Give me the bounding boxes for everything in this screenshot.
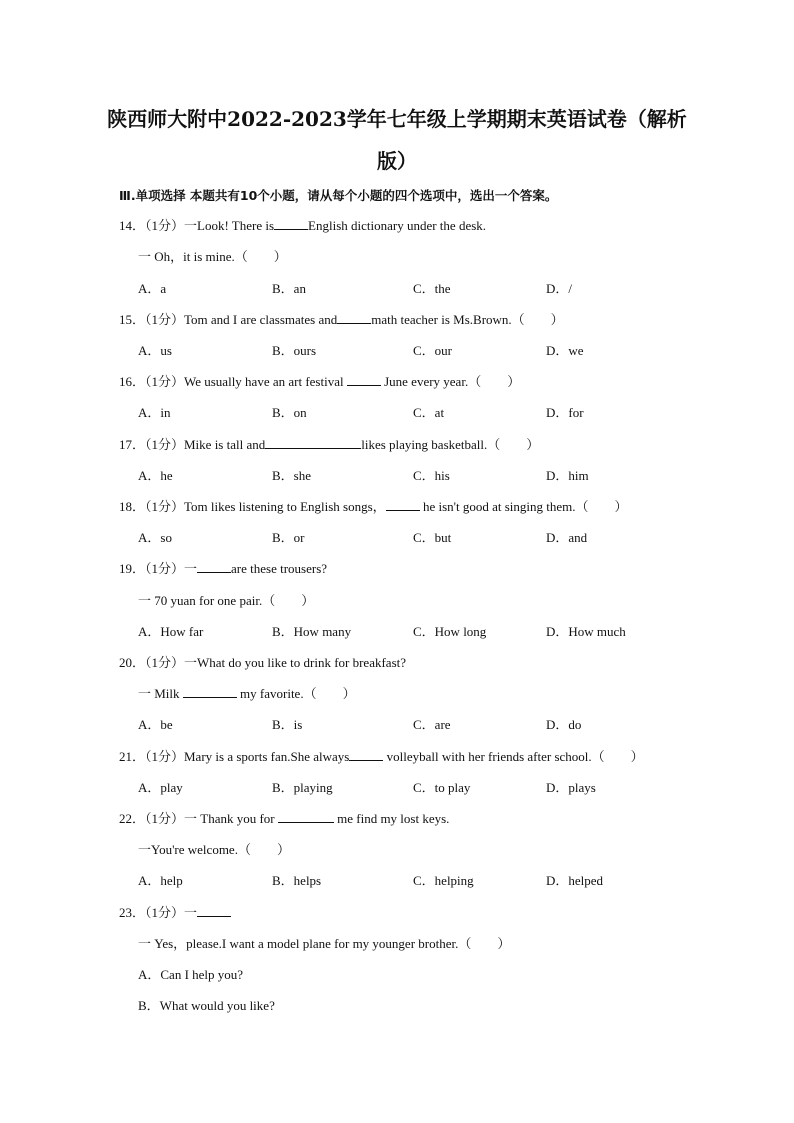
question-text: 22．（1分）一 Thank you for <box>119 811 275 826</box>
question-22-reply: 一You're welcome.（ ） <box>138 842 290 857</box>
question-text: my favorite.（ ） <box>240 686 356 701</box>
option-b[interactable]: B．an <box>272 281 306 296</box>
option-b[interactable]: B．What would you like? <box>138 998 275 1013</box>
option-a[interactable]: A．he <box>138 468 173 483</box>
question-15 <box>119 311 564 329</box>
question-14 <box>119 217 486 235</box>
question-text: 14．（1分）一Look! There is <box>119 218 275 233</box>
question-16 <box>119 373 520 391</box>
title-line-2: 版） <box>377 149 417 173</box>
option-b[interactable]: B．is <box>272 717 303 732</box>
option-d[interactable]: D．How much <box>546 624 626 639</box>
question-text: 一 Milk <box>138 686 180 701</box>
option-a[interactable]: A．How far <box>138 624 204 639</box>
question-14-reply: 一 Oh，it is mine.（ ） <box>138 249 287 264</box>
answer-blank <box>337 312 371 324</box>
answer-blank <box>278 811 334 823</box>
answer-blank <box>347 374 381 386</box>
question-text: 17．（1分）Mike is tall and <box>119 437 266 452</box>
question-19-reply: 一 70 yuan for one pair.（ ） <box>138 593 315 608</box>
option-d[interactable]: D．/ <box>546 281 573 296</box>
option-d[interactable]: D．helped <box>546 873 604 888</box>
option-d[interactable]: D．we <box>546 343 584 358</box>
option-d[interactable]: D．do <box>546 717 582 732</box>
option-c[interactable]: C．his <box>413 468 450 483</box>
option-b[interactable]: B．ours <box>272 343 317 358</box>
question-19 <box>119 560 327 578</box>
question-text: he isn't good at singing them.（ ） <box>422 499 628 514</box>
answer-blank <box>265 437 361 449</box>
option-c[interactable]: C．the <box>413 281 451 296</box>
option-a[interactable]: A．so <box>138 530 172 545</box>
option-c[interactable]: C．at <box>413 405 445 420</box>
question-18 <box>119 498 628 516</box>
section-heading: Ⅲ.单项选择 本题共有10个小题，请从每个小题的四个选项中，选出一个答案。 <box>119 188 558 203</box>
option-a[interactable]: A．in <box>138 405 171 420</box>
page-title <box>100 98 694 182</box>
question-text: English dictionary under the desk. <box>308 218 487 233</box>
option-c[interactable]: C．to play <box>413 780 471 795</box>
option-b[interactable]: B．she <box>272 468 312 483</box>
question-text: me find my lost keys. <box>337 811 450 826</box>
option-b[interactable]: B．How many <box>272 624 352 639</box>
option-c[interactable]: C．but <box>413 530 452 545</box>
option-b[interactable]: B．helps <box>272 873 322 888</box>
option-a[interactable]: A．be <box>138 717 173 732</box>
question-text: 18．（1分）Tom likes listening to English songs， <box>119 499 386 514</box>
question-text: volleyball with her friends after school.（ ） <box>386 749 644 764</box>
answer-blank <box>349 749 383 761</box>
question-text: 23．（1分）一 <box>119 905 198 920</box>
option-d[interactable]: D．plays <box>546 780 596 795</box>
option-a[interactable]: A．Can I help you? <box>138 967 244 982</box>
option-b[interactable]: B．playing <box>272 780 333 795</box>
answer-blank <box>197 561 231 573</box>
question-text: math teacher is Ms.Brown.（ ） <box>371 312 564 327</box>
option-b[interactable]: B．or <box>272 530 305 545</box>
option-c[interactable]: C．How long <box>413 624 487 639</box>
question-text: likes playing basketball.（ ） <box>361 437 540 452</box>
option-a[interactable]: A．a <box>138 281 167 296</box>
option-c[interactable]: C．are <box>413 717 451 732</box>
option-d[interactable]: D．him <box>546 468 589 483</box>
question-text: 15．（1分）Tom and I are classmates and <box>119 312 338 327</box>
question-20-reply <box>138 685 356 703</box>
question-text: 19．（1分）一 <box>119 561 198 576</box>
question-22 <box>119 810 449 828</box>
answer-blank <box>197 905 231 917</box>
question-text: 21．（1分）Mary is a sports fan.She always <box>119 749 350 764</box>
question-20: 20．（1分）一What do you like to drink for breakfast? <box>119 655 407 670</box>
answer-blank <box>386 499 420 511</box>
question-17 <box>119 436 539 454</box>
answer-blank <box>274 218 308 230</box>
option-b[interactable]: B．on <box>272 405 307 420</box>
question-23-reply: 一 Yes，please.I want a model plane for my younger brother.（ ） <box>138 936 511 951</box>
question-text: June every year.（ ） <box>384 374 521 389</box>
answer-blank <box>183 686 237 698</box>
question-text: 16．（1分）We usually have an art festival <box>119 374 344 389</box>
option-d[interactable]: D．and <box>546 530 588 545</box>
title-line-1: 陕西师大附中2022-2023学年七年级上学期期末英语试卷（解析 <box>107 107 687 131</box>
question-text: are these trousers? <box>231 561 328 576</box>
option-c[interactable]: C．helping <box>413 873 474 888</box>
question-21 <box>119 748 644 766</box>
option-d[interactable]: D．for <box>546 405 584 420</box>
question-23 <box>119 904 231 922</box>
option-a[interactable]: A．us <box>138 343 172 358</box>
option-a[interactable]: A．help <box>138 873 183 888</box>
option-a[interactable]: A．play <box>138 780 183 795</box>
option-c[interactable]: C．our <box>413 343 453 358</box>
